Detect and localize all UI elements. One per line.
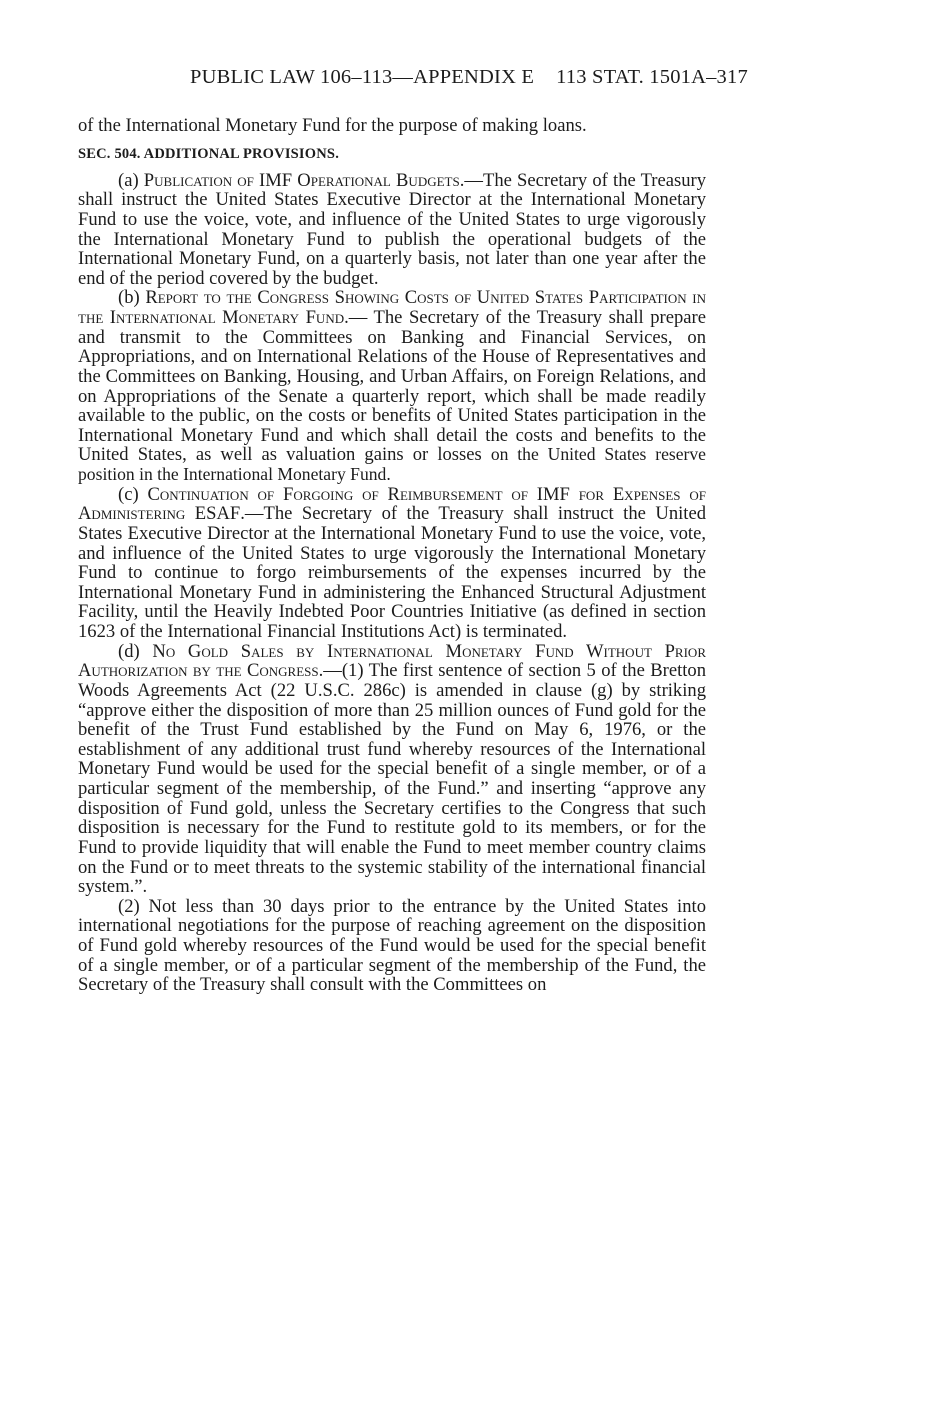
continuation-paragraph: of the International Monetary Fund for the purpose of making loans.: [78, 115, 587, 136]
subsection-d-label: (d): [118, 640, 140, 662]
subsection-b-label: (b): [118, 287, 140, 309]
subsection-c-text: The Secretary of the Treasury shall instruct the United States Executive Director at the International Monetary Fund to use the voice, vote, and influence of the United States to urge vigorously the International Monetary Fund to continue to forgo reimbursements of the expenses incurred by the International Monetary Fund in administering the Enhanced Structural Adjustment Facility, until the Heavily Indebted Poor Countries Initiative (as defined in section 1623 of the International Financial Institutions Act) is terminated.: [78, 503, 706, 642]
subsection-c-heading: Continuation of Forgoing of Reimbursement of IMF for Expenses of Administering ESAF: [78, 483, 706, 525]
subsection-d-heading: No Gold Sales by International Monetary Fund Without Prior Authorization by the Congress: [78, 640, 706, 682]
subsection-a: (a) Publication of IMF Operational Budgets.—The Secretary of the Treasury shall instruct the United States Executive Director at the International Monetary Fund to use the voice, vote, and influence of the United States to urge vigorously the International Monetary Fund to publish the operational budgets of the International Monetary Fund, on a quarterly basis, not later than one year after the end of the period covered by the budget.: [78, 169, 706, 289]
subsection-d: (d) No Gold Sales by International Monetary Fund Without Prior Authorization by the Congress.—(1) The first sentence of section 5 of the Bretton Woods Agreements Act (22 U.S.C. 286c) is amended in clause (g) by striking “approve either the disposition of more than 25 million ounces of Fund gold for the benefit of the Trust Fund established by the Fund on May 6, 1976, or the establishment of any additional trust fund whereby resources of the International Monetary Fund would be used for the special benefit of a single member, or of a particular segment of the membership, of the Fund.” and inserting “approve any disposition of Fund gold, unless the Secretary certifies to the Congress that such disposition is necessary for the Fund to restitute gold to its members, or for the Fund to provide liquidity that will enable the Fund to meet member country claims on the Fund or to meet threats to the systemic stability of the international financial system.”.: [78, 640, 706, 898]
subsection-c-label: (c): [118, 483, 139, 505]
header-statute-page: 113 STAT. 1501A–317: [556, 66, 748, 88]
subsection-a-text: The Secretary of the Treasury shall instruct the United States Executive Director at the International Monetary Fund to use the voice, vote, and influence of the United States to urge vigorously the International Monetary Fund to publish the operational budgets of the International Monetary Fund, on a quarterly basis, not later than one year after the end of the period covered by the budget.: [78, 169, 706, 289]
body-text: [78, 116, 706, 995]
subsection-b-text: The Secretary of the Treasury shall prepare and transmit to the Committees on Banking and Financial Services, on Appropriations, and on International Relations of the House of Representatives and the Committees on Banking, Housing, and Urban Affairs, on Foreign Relations, and on Appropriations of the Senate a quarterly report, which shall be made readily available to the public, on the costs or benefits of United States participation in the International Monetary Fund and which shall detail the costs and benefits to the United States, as well as valuation gains or losses: [78, 307, 706, 466]
subsection-a-label: (a): [118, 169, 139, 191]
subsection-d-paragraph-1: (1) The first sentence of section 5 of the Bretton Woods Agreements Act (22 U.S.C. 286c) is amended in clause (g) by striking “approve either the disposition of more than 25 million ounces of Fund gold for the benefit of the Trust Fund established by the Fund on May 6, 1976, or the establishment of any additional trust fund whereby resources of the International Monetary Fund would be used for the special benefit of a single member, or of a particular segment of the membership, of the Fund.” and inserting “approve any disposition of Fund gold, unless the Secretary certifies to the Congress that such disposition is necessary for the Fund to restitute gold to its members, or for the Fund to provide liquidity that will enable the Fund to meet member country claims on the Fund or to meet threats to the systemic stability of the international financial system.”.: [78, 660, 706, 898]
header-public-law: PUBLIC LAW 106–113—APPENDIX E: [190, 66, 535, 88]
subsection-d-paragraph-2: (2) Not less than 30 days prior to the entrance by the United States into international negotiations for the purpose of reaching agreement on the disposition of Fund gold whereby resources of the Fund would be used for the special benefit of a single member, or of a particular segment of the membership of the Fund, the Secretary of the Treasury shall consult with the Committees on: [78, 895, 706, 996]
subsection-b-text-tail: on the United States reserve position in the International Monetary Fund.: [78, 444, 706, 484]
subsection-a-heading: Publication of IMF Operational Budgets: [143, 169, 460, 191]
subsection-b: (b) Report to the Congress Showing Costs of United States Participation in the International Monetary Fund.— The Secretary of the Treasury shall prepare and transmit to the Committees on Banking and Financial Services, on Appropriations, and on International Relations of the House of Representatives and the Committees on Banking, Housing, and Urban Affairs, on Foreign Relations, and on Appropriations of the Senate a quarterly report, which shall be made readily available to the public, on the costs or benefits of United States participation in the International Monetary Fund and which shall detail the costs and benefits to the United States, as well as valuation gains or losses on the United States reserve position in the International Monetary Fund.: [78, 287, 706, 484]
subsection-b-heading: Report to the Congress Showing Costs of United States Participation in the International Monetary Fund: [78, 287, 706, 328]
section-heading: SEC. 504. ADDITIONAL PROVISIONS.: [78, 145, 340, 162]
running-header: [190, 66, 850, 89]
subsection-c: (c) Continuation of Forgoing of Reimbursement of IMF for Expenses of Administering ESAF.—The Secretary of the Treasury shall instruct the United States Executive Director at the International Monetary Fund to use the voice, vote, and influence of the United States to urge vigorously the International Monetary Fund to continue to forgo reimbursements of the expenses incurred by the International Monetary Fund in administering the Enhanced Structural Adjustment Facility, until the Heavily Indebted Poor Countries Initiative (as defined in section 1623 of the International Financial Institutions Act) is terminated.: [78, 483, 706, 642]
